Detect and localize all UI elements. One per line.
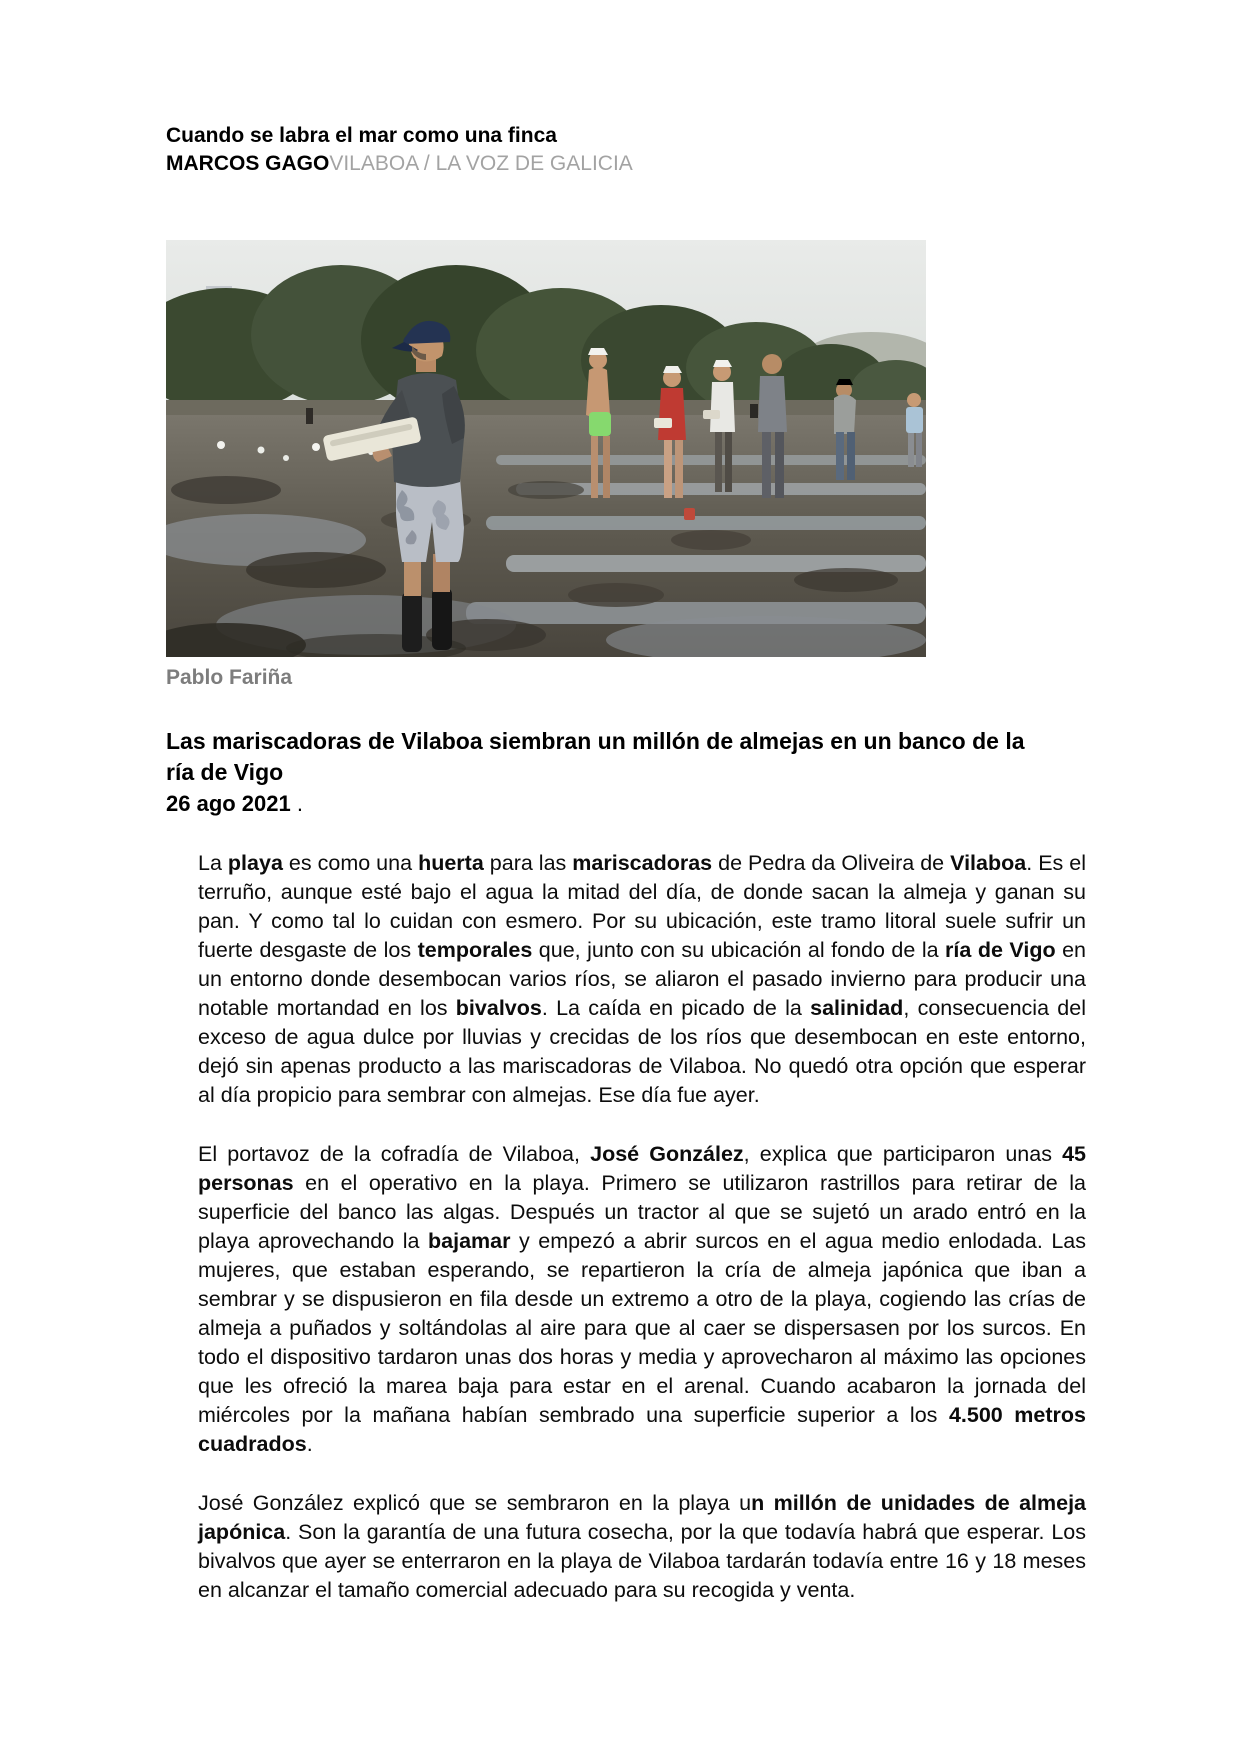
byline <box>166 150 1086 178</box>
article-paragraph: La playa es como una huerta para las mariscadoras de Pedra da Oliveira de Vilaboa. Es el terruño, aunque esté bajo el agua la mitad del día, de donde sacan la almeja y ganan su pan. Y como tal lo cuidan con esmero. Por su ubicación, este tramo litoral suele sufrir un fuerte desgaste de los temporales que, junto con su ubicación al fondo de la ría de Vigo en un entorno donde desembocan varios ríos, se aliaron el pasado invierno para producir una notable mortandad en los bivalvos. La caída en picado de la salinidad, consecuencia del exceso de agua dulce por lluvias y crecidas de los ríos que desembocan en este entorno, dejó sin apenas producto a las mariscadoras de Vilaboa. No quedó otra opción que esperar al día propicio para sembrar con almejas. Ese día fue ayer. <box>198 851 1087 1107</box>
byline-author: MARCOS GAGO <box>166 152 330 175</box>
headline-line-2: ría de Vigo <box>166 759 284 785</box>
article-photo <box>166 240 926 657</box>
article-paragraph: El portavoz de la cofradía de Vilaboa, José González, explica que participaron unas 45 personas en el operativo en la playa. Primero se utilizaron rastrillos para retirar de la superficie del banco las algas. Después un tractor al que se sujetó un arado entró en la playa aprovechando la bajamar y empezó a abrir surcos en el agua medio enlodada. Las mujeres, que estaban esperando, se repartieron la cría de almeja japónica que iban a sembrar y se dispusieron en fila desde un extremo a otro de la playa, cogiendo las crías de almeja a puñados y soltándolas al aire para que al caer se dispersasen por los surcos. En todo el dispositivo tardaron unas dos horas y media y aprovecharon al máximo las opciones que les ofreció la marea baja para estar en el arenal. Cuando acabaron la jornada del miércoles por la mañana habían sembrado una superficie superior a los 4.500 metros cuadrados. <box>198 1142 1087 1456</box>
photo-mudflat <box>166 415 926 657</box>
mudflat-photo-illustration <box>166 240 926 657</box>
date-text: 26 ago 2021 <box>166 791 291 816</box>
article-headline <box>166 726 1046 819</box>
byline-source: VILABOA / LA VOZ DE GALICIA <box>329 152 633 175</box>
photo-credit: Pablo Fariña <box>166 666 293 689</box>
article-body <box>198 849 1086 1605</box>
article-kicker: Cuando se labra el mar como una finca <box>166 124 557 147</box>
dateline <box>166 788 1046 819</box>
article-paragraph: José González explicó que se sembraron en la playa un millón de unidades de almeja japónica. Son la garantía de una futura cosecha, por la que todavía habrá que esperar. Los bivalvos que ayer se enterraron en la playa de Vilaboa tardarán todavía entre 16 y 18 meses en alcanzar el tamaño comercial adecuado para su recogida y venta. <box>198 1491 1087 1602</box>
date-suffix: . <box>290 791 303 816</box>
article-content <box>166 122 1086 1627</box>
headline-line-1: Las mariscadoras de Vilaboa siembran un millón de almejas en un banco de la <box>166 728 1025 754</box>
